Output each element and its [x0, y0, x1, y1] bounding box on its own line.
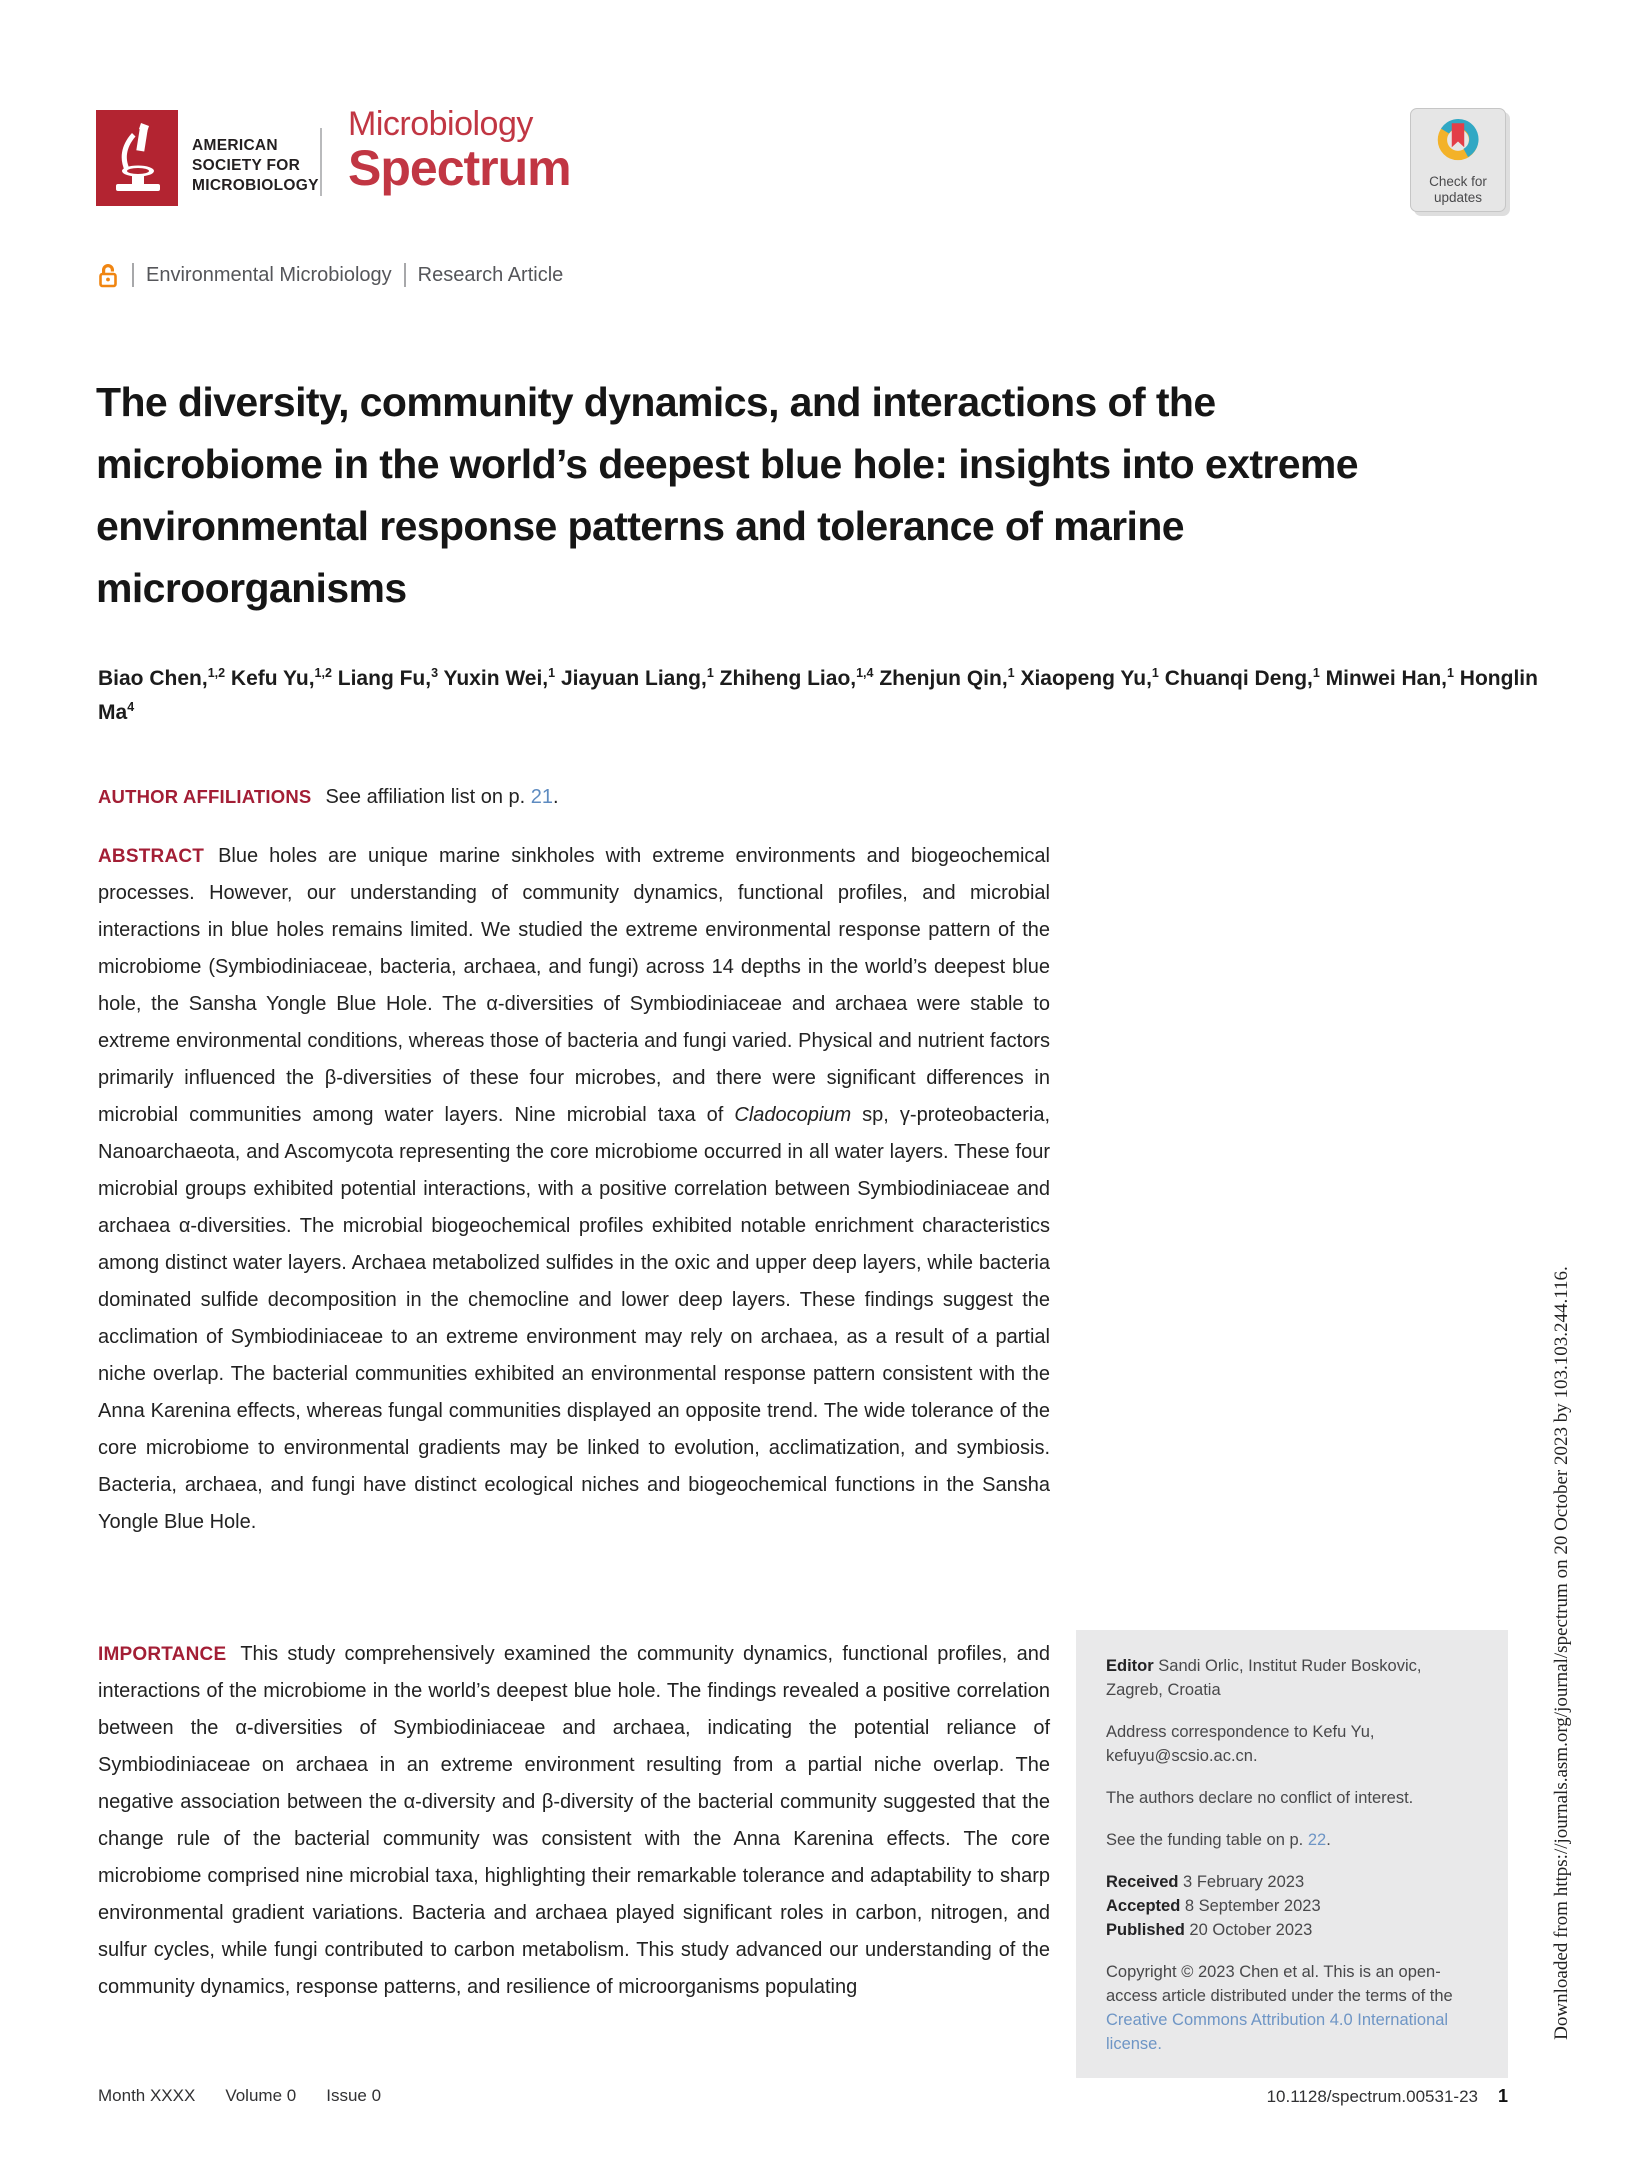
- footer-issue-info: [98, 2086, 411, 2106]
- asm-name-line: SOCIETY FOR: [192, 157, 301, 174]
- asm-logo: [96, 110, 178, 206]
- author: Xiaopeng Yu,$^1$: [1014, 666, 1159, 690]
- author-affiliation-superscript: 1: [1312, 666, 1320, 680]
- funding-line: [1106, 1828, 1478, 1852]
- accepted-label: Accepted: [1106, 1897, 1181, 1915]
- author: Biao Chen,$^{1,2}$: [98, 666, 226, 690]
- importance-paragraph: [98, 1636, 1050, 2006]
- journal-wordmark: [348, 105, 571, 196]
- author-affiliation-superscript: 1,2: [314, 666, 332, 680]
- article-kicker: [98, 262, 563, 288]
- author: Chuanqi Deng,$^1$: [1158, 666, 1320, 690]
- check-updates-icon: [1431, 116, 1485, 168]
- article-title: The diversity, community dynamics, and interactions of the microbiome in the world’s deepest blue hole: insights into extreme environmental response patterns and tolerance of marine microorganisms: [96, 379, 1358, 612]
- importance-text: This study comprehensively examined the community dynamics, functional profiles, and interactions of the microbiome in the world’s deepest blue hole. The findings revealed a positive correlation between the α-diversities of Symbiodiniaceae and archaea, indicating the potential reliance of Symbiodiniaceae on archaea in an extreme environment resulting from a partial niche overlap. The negative association between the α-diversity and β-diversity of the bacterial community suggested that the change rule of the bacterial community was consistent with the Anna Karenina effects. The core microbiome comprised nine microbial taxa, highlighting their remarkable tolerance and adaptability to sharp environmental gradient variations. Bacteria and archaea played significant roles in carbon, nitrogen, and sulfur cycles, while fungi contributed to carbon metabolism. This study advanced our understanding of the community dynamics, response patterns, and resilience of microorganisms populating: [98, 1643, 1050, 1998]
- abstract-text: sp, γ-proteobacteria, Nanoarchaeota, and Ascomycota representing the core microbiome occurred in all water layers. These four microbial groups exhibited potential interactions, with a positive correlation between Symbiodiniaceae and archaea α-diversities. The microbial biogeochemical profiles exhibited notable enrichment characteristics among distinct water layers. Archaea metabolized sulfides in the oxic and upper deep layers, while bacteria dominated sulfide decomposition in the chemocline and lower deep layers. These findings suggest the acclimation of Symbiodiniaceae to an extreme environment may rely on archaea, as a result of a partial niche overlap. The bacterial communities exhibited an environmental response pattern consistent with the Anna Karenina effects, whereas fungal communities displayed an opposite trend. The wide tolerance of the core microbiome to environmental gradients may be linked to evolution, acclimatization, and symbiosis. Bacteria, archaea, and fungi have distinct ecological niches and biogeochemical functions in the Sansha Yongle Blue Hole.: [98, 1104, 1050, 1533]
- author: Zhenjun Qin,$^1$: [873, 666, 1015, 690]
- kicker-article-type: Research Article: [417, 263, 564, 286]
- correspondence-line: Address correspondence to Kefu Yu, kefuyu@scsio.ac.cn.: [1106, 1723, 1375, 1765]
- funding-text: See the funding table on p.: [1106, 1831, 1308, 1849]
- logo-divider: [320, 128, 322, 196]
- author-affiliation-superscript: 1: [548, 666, 556, 680]
- author-affiliation-superscript: 1: [1151, 666, 1159, 680]
- affiliations-line: [98, 786, 559, 809]
- author-list: [98, 662, 1546, 730]
- funding-suffix: .: [1326, 1831, 1331, 1849]
- affiliations-suffix: .: [553, 786, 559, 808]
- author: Kefu Yu,$^{1,2}$: [225, 666, 332, 690]
- footer-issue: Issue 0: [326, 2086, 382, 2105]
- editor-name: Sandi Orlic, Institut Ruder Boskovic, Zagreb, Croatia: [1106, 1657, 1422, 1699]
- author-affiliation-superscript: 4: [127, 700, 135, 714]
- author: Liang Fu,$^3$: [331, 666, 439, 690]
- author-affiliation-superscript: 1: [1447, 666, 1454, 680]
- author-affiliation-superscript: 1,2: [207, 666, 226, 680]
- download-watermark: Downloaded from https://journals.asm.org/journal/spectrum on 20 October 2023 by 103.103.244.116.: [1551, 1266, 1572, 2040]
- kicker-section: Environmental Microbiology: [146, 263, 392, 286]
- footer-doi: 10.1128/spectrum.00531-23: [1266, 2087, 1478, 2106]
- abstract-label: ABSTRACT: [98, 846, 205, 867]
- published-label: Published: [1106, 1921, 1185, 1939]
- author-affiliation-superscript: 3: [431, 666, 439, 680]
- history-dates: [1106, 1870, 1478, 1942]
- kicker-divider: [404, 263, 406, 287]
- author-affiliation-superscript: 1,4: [856, 666, 874, 680]
- affiliations-page-link[interactable]: 21: [530, 786, 554, 808]
- abstract-text: Blue holes are unique marine sinkholes with extreme environments and biogeochemical processes. However, our understanding of community dynamics, functional profiles, and microbial interactions in blue holes remains limited. We studied the extreme environmental response pattern of the microbiome (Symbiodiniaceae, bacteria, archaea, and fungi) across 14 depths in the world’s deepest blue hole, the Sansha Yongle Blue Hole. The α-diversities of Symbiodiniaceae and archaea were stable to extreme environmental conditions, whereas those of bacteria and fungi varied. Physical and nutrient factors primarily influenced the β-diversities of these four microbes, and there were significant differences in microbial communities among water layers. Nine microbial taxa of: [98, 845, 1050, 1126]
- affiliations-text: See affiliation list on p.: [325, 786, 531, 808]
- author: Minwei Han,$^1$: [1319, 666, 1454, 690]
- received-date: 3 February 2023: [1178, 1873, 1305, 1891]
- editor-label: Editor: [1106, 1657, 1154, 1675]
- editor-line: [1106, 1654, 1478, 1702]
- author-affiliation-superscript: 1: [1007, 666, 1015, 680]
- check-for-updates-button[interactable]: [1410, 108, 1506, 212]
- copyright-line: [1106, 1960, 1478, 2056]
- footer-doi-page: [1200, 2086, 1508, 2107]
- copyright-text: Copyright © 2023 Chen et al. This is an open-access article distributed under the terms of the: [1106, 1963, 1453, 2005]
- kicker-divider: [132, 263, 134, 287]
- author: Honglin Ma$^4$: [98, 667, 1538, 724]
- conflict-line: The authors declare no conflict of interest.: [1106, 1789, 1414, 1807]
- asm-name: [192, 136, 319, 196]
- asm-name-line: AMERICAN: [192, 137, 278, 154]
- accepted-date: 8 September 2023: [1180, 1897, 1321, 1915]
- author: Yuxin Wei,$^1$: [438, 666, 556, 690]
- journal-name-top: Microbiology: [348, 105, 533, 143]
- published-date: 20 October 2023: [1184, 1921, 1313, 1939]
- author-affiliation-superscript: 1: [706, 666, 714, 680]
- importance-label: IMPORTANCE: [98, 1644, 227, 1665]
- author: Jiayuan Liang,$^1$: [555, 666, 714, 690]
- microscope-icon: [108, 121, 166, 195]
- affiliations-label: AUTHOR AFFILIATIONS: [98, 786, 312, 807]
- open-access-icon: [98, 262, 118, 288]
- footer-volume: Volume 0: [225, 2086, 297, 2105]
- abstract-italic-taxon: Cladocopium: [734, 1104, 852, 1126]
- funding-page-link[interactable]: 22: [1307, 1831, 1327, 1849]
- article-info-box: [1076, 1630, 1508, 2078]
- check-updates-label: Check for updates: [1429, 174, 1487, 205]
- footer-page-number: 1: [1497, 2086, 1508, 2106]
- abstract-paragraph: [98, 838, 1050, 1541]
- asm-name-line: MICROBIOLOGY: [192, 177, 319, 194]
- journal-name-bottom: Spectrum: [348, 140, 571, 196]
- received-label: Received: [1106, 1873, 1179, 1891]
- cc-license-link[interactable]: Creative Commons Attribution 4.0 International license.: [1106, 2011, 1449, 2053]
- footer-month: Month XXXX: [98, 2086, 196, 2105]
- author: Zhiheng Liao,$^{1,4}$: [713, 666, 874, 690]
